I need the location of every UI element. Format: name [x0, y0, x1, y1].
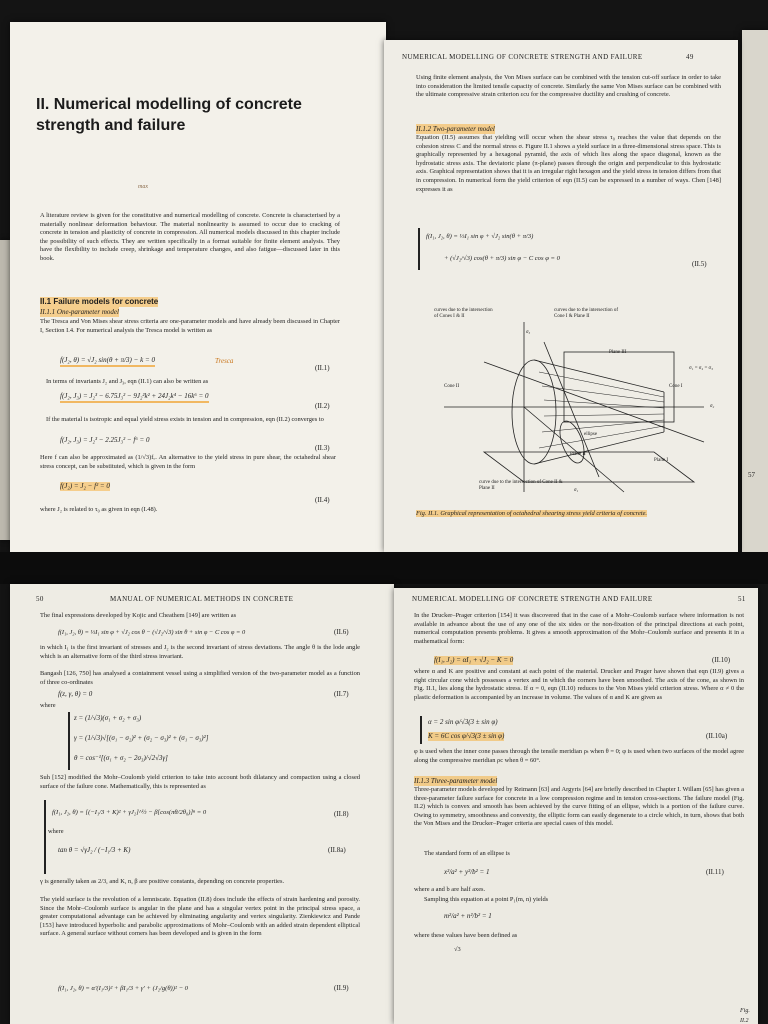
- equation-II-1: f(J₂, θ) = √J₂ sin(θ + π/3) − k = 0: [60, 356, 155, 367]
- page-number: 50: [36, 595, 44, 603]
- equation-number: (II.9): [334, 984, 349, 992]
- subsection-heading: II.1.1 One-parameter model: [40, 308, 119, 316]
- equation-II-3: f(J₂, J₃) = J₂³ − 2.25J₃² − f⁶ = 0: [60, 436, 150, 444]
- photo-gap: [0, 552, 768, 584]
- paragraph: In the Drucker–Prager criterion [154] it was discovered that in the case of a Mohr–Coulomb surface where information is not available in advance about the use of any one of the six sides or the non-fixation of the principal directions at each point, numerical computation presents problems. It gives a smooth approximation of the Mohr–Coulomb surface and presents it in a mathematical form:: [414, 612, 744, 645]
- equation-number: (II.6): [334, 628, 349, 636]
- equation-II-12: m²/a² + n²/b² = 1: [444, 912, 492, 920]
- adjacent-page-edge-left: [0, 240, 10, 540]
- equation-II-8a: tan θ = √γJ₂ / (−I₁/3 + K): [58, 846, 131, 854]
- equation-II-10: f(I₁, J₂) = αI₁ + √J₂ − K = 0: [434, 656, 514, 664]
- yield-surface-figure: [424, 302, 714, 502]
- where-label: where: [40, 702, 56, 709]
- running-head: NUMERICAL MODELLING OF CONCRETE STRENGTH AND FAILURE: [412, 595, 653, 603]
- equation-II-6: f(I₁, J₂, θ) = ⅓I₁ sin φ + √J₂ cos θ − (√J₂/√3) sin θ + sin φ − C cos φ = 0: [58, 629, 246, 636]
- handwritten-note: Tresca: [215, 357, 234, 365]
- page-top-left: [10, 22, 386, 552]
- figure-label: Plane I: [654, 458, 669, 463]
- where-label: where: [48, 828, 64, 835]
- paragraph: Equation (II.5) assumes that yielding will occur when the shear stress τ₀ reaches the value that depends on the cohesion stress C and the normal stress σ. Figure II.1 shows a yield surface in a three-dimensional stress space. This is graphically represented by a hexagonal pyramid, the axis of which lies along the space diagonal, known as the hydrostatic stress axis. The deviatoric plane (π-plane) passes through the origin and perpendicular to this hydrostatic axis. Graphical representation shows that it is an irregular right hexagon and the yield stress in tension differs from that in compression. In numerical form the yield criterion of eqn (II.5) can be expressed in a number of ways. Chen [148] expresses it as: [416, 134, 721, 193]
- paragraph: Three-parameter models developed by Reimann [63] and Argyris [64] are briefly described in Chapter I. Willam [65] has given a three-parameter failure surface for concrete in a low compression regime and in tension cross-sections. The failure model (Fig. II.2) which is convex and smooth has been achieved by the curve fitting of an ellipse, which is a portion of the failure curve. Owing to symmetry, smoothness and convexity, the elliptic form can easily degenerate to a circle which, in turn, shows that both the Von Mises and the Drucker–Prager criteria are special cases of this model.: [414, 786, 744, 828]
- equation-number: (II.10): [712, 656, 731, 664]
- paragraph: in which I₁ is the first invariant of stresses and J₂ is the second invariant of stress deviations. The angle θ is the lode angle which is an alternative form of the third stress invariant.: [40, 644, 360, 660]
- paragraph: In terms of invariants J₂ and J₃, eqn (II.1) can also be written as: [46, 378, 209, 385]
- equation-II-11: x²/a² + y²/b² = 1: [444, 868, 490, 876]
- page-top-right: [384, 40, 738, 552]
- axis-label: σ₃: [526, 330, 531, 335]
- page-number: 49: [686, 53, 694, 61]
- paragraph: where a and b are half axes.: [414, 886, 486, 893]
- equation-II-4: f(J₂) = J₂ − f² = 0: [60, 482, 110, 490]
- equation-II-7c: θ = cos⁻¹[(σ₁ + σ₂ − 2σ₃)/√2√3γ]: [74, 754, 168, 762]
- axis-label: σ₂: [710, 404, 715, 409]
- equation-II-9: f(I₁, J₂, θ) = α′(I₁/3)² + βI₁/3 + γ′ + (J₂/g(θ))² − 0: [58, 985, 188, 992]
- axis-label: σ₁: [574, 488, 579, 493]
- equation-number: (II.5): [692, 260, 707, 268]
- running-head: MANUAL OF NUMERICAL METHODS IN CONCRETE: [110, 595, 294, 603]
- equation-II-5-line1: f(I₁, J₂, θ) = ⅓I₁ sin φ + √J₂ sin(θ + π/3): [426, 233, 534, 240]
- margin-bracket: [44, 800, 46, 874]
- equation-number: (II.4): [315, 496, 330, 504]
- intro-paragraph: A literature review is given for the constitutive and numerical modelling of concrete. Concrete is characterised by a materially nonlinear deformation behaviour. The material nonlinearity is assumed to occur due to cracking of concrete in tension and plasticity of concrete in compression. All numerical models discussed in this chapter include the possibility of such effects. They are written specifically in a format suitable for finite element analysis. They have the flexibility to include creep, shrinkage and temperature changes, and also fatigue—discussed later in this book.: [40, 212, 340, 262]
- subsection-text: The Tresca and Von Mises shear stress criteria are one-parameter models and have already been discussed in Chapter I, Section I.4. For numerical analysis the Tresca model is written as: [40, 318, 340, 334]
- margin-note: max: [138, 184, 148, 190]
- edge-number: 57: [748, 471, 755, 479]
- equation-II-7b: γ = (1/√3)√[(σ₁ − σ₂)² + (σ₂ − σ₃)² + (σ₁ − σ₃)²]: [74, 734, 209, 742]
- section-heading: II.1 Failure models for concrete: [40, 297, 159, 306]
- paragraph: The yield surface is the revolution of a lemniscate. Equation (II.8) does include the effects of strain hardening and porosity. Since the Mohr–Coulomb surface is angular in the plane and has a singular vertex point in the principal stress space, a greater computational advantage can be achieved by eliminating angularity and vertex singularity. Zienkiewicz and Pande [153] have introduced hyperbolic and parabolic approximations of Mohr–Coulomb with an added strain dependent elliptical surface. A general surface without corners has been developed and is given in the form: [40, 896, 360, 938]
- page-number: 51: [738, 595, 746, 603]
- equation-number: (II.11): [706, 868, 724, 876]
- margin-bracket: [420, 716, 422, 744]
- paragraph: Sampling this equation at a point P₁(m, n) yields: [424, 896, 549, 903]
- equation-II-7a: z = (1/√3)(σ₁ + σ₂ + σ₃): [74, 714, 142, 722]
- cone-ii-base: [512, 360, 556, 464]
- page-bottom-left: [10, 584, 394, 1024]
- paragraph: where α and K are positive and constant at each point of the material. Drucker and Prager have shown that eqn (II.9) gives a right circular cone which possesses a vertex and in which the corners have been smoothed. The axis of the cone, as shown in Fig. II.1, lies along the hydrostatic stress. If α = 0, eqn (II.10) reduces to the Von Mises yield criterion stress. Where α ≠ 0 the plastic deformation is accompanied by an increase in volume. The values of α and K are given as: [414, 668, 744, 701]
- figure-label: Plane III: [609, 350, 627, 355]
- equation-II-2: f(J₂, J₃) = J₂³ − 6.75J₃² − 9J₂²k² + 24J₂k⁴ − 16k⁶ = 0: [60, 392, 209, 403]
- figure-label: σ₁ = σ₂ = σ₃: [689, 366, 713, 371]
- figure-label: ellipse: [584, 432, 598, 437]
- equation-number: (II.3): [315, 444, 330, 452]
- margin-bracket: [418, 228, 420, 270]
- subsection-heading: II.1.2 Two-parameter model: [416, 125, 495, 133]
- figure-caption-text: Fig. II.1. Graphical representation of octahedral shearing stress yield criteria of concrete.: [416, 510, 648, 517]
- paragraph: Suh [152] modified the Mohr–Coulomb yield criterion to take into account both dilatancy and compaction using a closed surface of the failure cone. Mathematically, this is represented as: [40, 774, 360, 790]
- chapter-title: II. Numerical modelling of concrete strength and failure: [36, 96, 302, 134]
- paragraph: where these values have been defined as: [414, 932, 518, 939]
- equation-II-10a-k: K = 6C cos φ/√3(3 ± sin φ): [428, 732, 505, 740]
- running-head: NUMERICAL MODELLING OF CONCRETE STRENGTH AND FAILURE: [402, 53, 643, 61]
- margin-bracket: [68, 712, 70, 770]
- paragraph: φ is used when the inner cone passes through the tensile meridian ρₜ when θ = 0; φ is used when two surfaces of the model agree along the compressive meridian ρc when θ = 60°.: [414, 748, 744, 764]
- figure-tab: Fig. II.2: [740, 1008, 750, 1024]
- equation-II-8: f(I₁, J₂, θ) = [(−I₁/3 + K)² + γJ₂]^½ − β[cos(πθ/2θ₀)]ⁿ = 0: [52, 809, 207, 816]
- equation-number: (II.10a): [706, 732, 728, 740]
- equation-number: (II.1): [315, 364, 330, 372]
- paragraph: Here f can also be approximated as (1/√3)fₒ. An alternative to the yield stress in pure shear, the octahedral shear stress concept, can be substituted, which is given in the form: [40, 454, 336, 470]
- equation-fragment: √3: [454, 946, 461, 953]
- page-bottom-right: [394, 588, 758, 1024]
- paragraph: The standard form of an ellipse is: [424, 850, 510, 857]
- figure-label: curve due to the intersection of Cone II & Plane II: [479, 480, 563, 491]
- paragraph: The final expressions developed by Kojic and Cheathem [149] are written as: [40, 612, 237, 619]
- paragraph: Bangash [126, 750] has analysed a containment vessel using a simplified version of the two-parameter model as a function of three co-ordinates: [40, 670, 360, 686]
- equation-number: (II.8): [334, 810, 349, 818]
- figure-label: Plane II: [570, 452, 586, 457]
- figure-label: Cone I: [669, 384, 683, 389]
- equation-number: (II.8a): [328, 846, 346, 854]
- paragraph: γ is generally taken as 2/3, and K, n, β are positive constants, depending on concrete properties.: [40, 878, 285, 885]
- paragraph: If the material is isotropic and equal yield stress exists in tension and in compression, eqn (II.2) converges to: [46, 416, 324, 423]
- equation-number: (II.2): [315, 402, 330, 410]
- adjacent-page-edge-right: [742, 30, 768, 560]
- figure-label: curves due to the intersection of Cone I & Plane II: [554, 308, 619, 319]
- paragraph: where J₂ is related to τ₀ as given in eqn (I.48).: [40, 506, 158, 513]
- paragraph: Using finite element analysis, the Von Mises surface can be combined with the tension cut-off surface in order to take into consideration the limited tensile capacity of concrete. Similarly the same Von Mises surface can be combined with the ultimate compressive strain criterion εcu for the compressive ductility and crushing of concrete.: [416, 74, 721, 99]
- subsection-heading: II.1.3 Three-parameter model: [414, 777, 498, 785]
- figure-caption: [416, 510, 716, 519]
- hydrostatic-axis: [484, 362, 704, 442]
- figure-label: Cone II: [444, 384, 460, 389]
- equation-number: (II.7): [334, 690, 349, 698]
- equation-II-5-line2: + (√J₂/√3) cos(θ + π/3) sin φ − C cos φ = 0: [444, 255, 560, 262]
- figure-label: curves due to the intersection of Cones I & II: [434, 308, 493, 319]
- equation-II-10a-alpha: α = 2 sin φ/√3(3 ± sin φ): [428, 718, 498, 726]
- plane-i: [484, 452, 694, 482]
- equation-II-7: f(z, γ, θ) = 0: [58, 690, 93, 698]
